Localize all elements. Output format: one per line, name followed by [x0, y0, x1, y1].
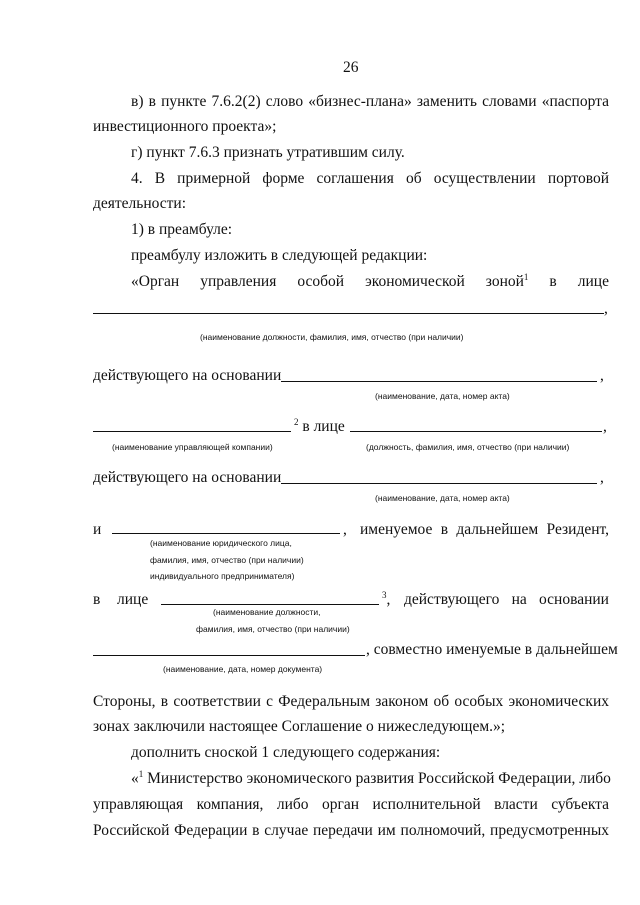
hint-legal-2: фамилия, имя, отчество (при наличии): [150, 555, 304, 565]
hint-act: (наименование, дата, номер акта): [375, 493, 510, 503]
blank-line-resident: [112, 533, 340, 534]
paragraph-g: г) пункт 7.6.3 признать утратившим силу.: [131, 144, 405, 161]
comma: ,: [603, 418, 607, 435]
blank-line-company: [93, 431, 291, 432]
hint-position: (наименование должности, фамилия, имя, отчество (при наличии): [200, 332, 464, 342]
paragraph-preamble: преамбулу изложить в следующей редакции:: [131, 247, 428, 264]
quote-word: в: [549, 273, 557, 290]
blank-line-position: [93, 313, 604, 314]
footnote-ref-3: $^3$,: [382, 589, 391, 608]
resident-text: именуемое в дальнейшем Резидент,: [360, 521, 609, 538]
quote-word: лице: [577, 273, 609, 290]
jointly-text: , совместно именуемые в дальнейшем: [366, 641, 618, 658]
in-person-label: $^2$ в лице: [294, 416, 345, 435]
paragraph-4-line2: деятельности:: [93, 195, 187, 212]
hint-legal-1: (наименование юридического лица,: [150, 538, 292, 548]
footnote-ref: 1: [138, 768, 144, 779]
quote-word: зоной$^1$: [485, 271, 529, 290]
quote-word: экономической: [365, 273, 465, 290]
paragraph-4-line1: [131, 170, 609, 188]
footnote-line3: Российской Федерации в случае передачи им полномочий, предусмотренных: [93, 822, 609, 839]
footnote-line2: управляющая компания, либо орган исполнительной власти субъекта: [93, 796, 609, 813]
paragraph-1: 1) в преамбуле:: [131, 221, 233, 238]
litse-word: лице: [117, 591, 149, 608]
page-number: 26: [343, 59, 359, 76]
blank-line-document: [93, 655, 365, 656]
hint-pos-b: фамилия, имя, отчество (при наличии): [196, 624, 350, 634]
footnote-ref: 1: [523, 271, 529, 282]
word: на: [511, 591, 527, 608]
text: 4. В примерной форме соглашения об осуществлении портовой: [131, 170, 609, 187]
acting-basis-label: действующего на основании: [93, 469, 282, 486]
comma: ,: [600, 469, 604, 486]
word: основании: [539, 591, 609, 608]
quote-word: управления: [200, 273, 277, 290]
comma: ,: [604, 300, 608, 317]
hint-company: (наименование управляющей компании): [112, 442, 273, 452]
hint-act: (наименование, дата, номер акта): [375, 391, 510, 401]
acting-basis-label: действующего на основании: [93, 367, 282, 384]
quote-word: особой: [297, 273, 345, 290]
quote-word: «Орган: [131, 273, 180, 290]
footnote-ref: 2: [294, 416, 299, 427]
hint-doc: (наименование, дата, номер документа): [163, 664, 323, 674]
paragraph-v-line1: [131, 93, 609, 111]
paragraph-add-footnote: дополнить сноской 1 следующего содержания:: [131, 744, 441, 761]
paragraph-parties-line2: зонах заключили настоящее Соглашение о нижеследующем.»;: [93, 718, 506, 735]
quote-line: [131, 273, 609, 291]
hint-legal-3: индивидуального предпринимателя): [150, 571, 295, 581]
blank-line-act2: [281, 483, 597, 484]
blank-line-position2: [350, 431, 602, 432]
blank-line-act: [281, 381, 597, 382]
comma: ,: [600, 367, 604, 384]
comma: ,: [343, 521, 347, 538]
v-word: в: [93, 591, 101, 608]
blank-line-representative: [161, 604, 379, 605]
acting-row: [404, 591, 609, 609]
word: действующего: [404, 591, 500, 608]
paragraph-parties-line1: Стороны, в соответствии с Федеральным законом об особых экономических: [93, 693, 609, 710]
text: в) в пункте 7.6.2(2) слово «бизнес-плана» заменить словами «паспорта: [131, 93, 609, 110]
hint-pos-a: (наименование должности,: [213, 607, 321, 617]
and-word: и: [93, 521, 102, 538]
paragraph-v-line2: инвестиционного проекта»;: [93, 118, 277, 135]
footnote-line1: «$^1$ Министерство экономического развития Российской Федерации, либо: [131, 768, 611, 787]
hint-position2: (должность, фамилия, имя, отчество (при наличии): [366, 442, 570, 452]
